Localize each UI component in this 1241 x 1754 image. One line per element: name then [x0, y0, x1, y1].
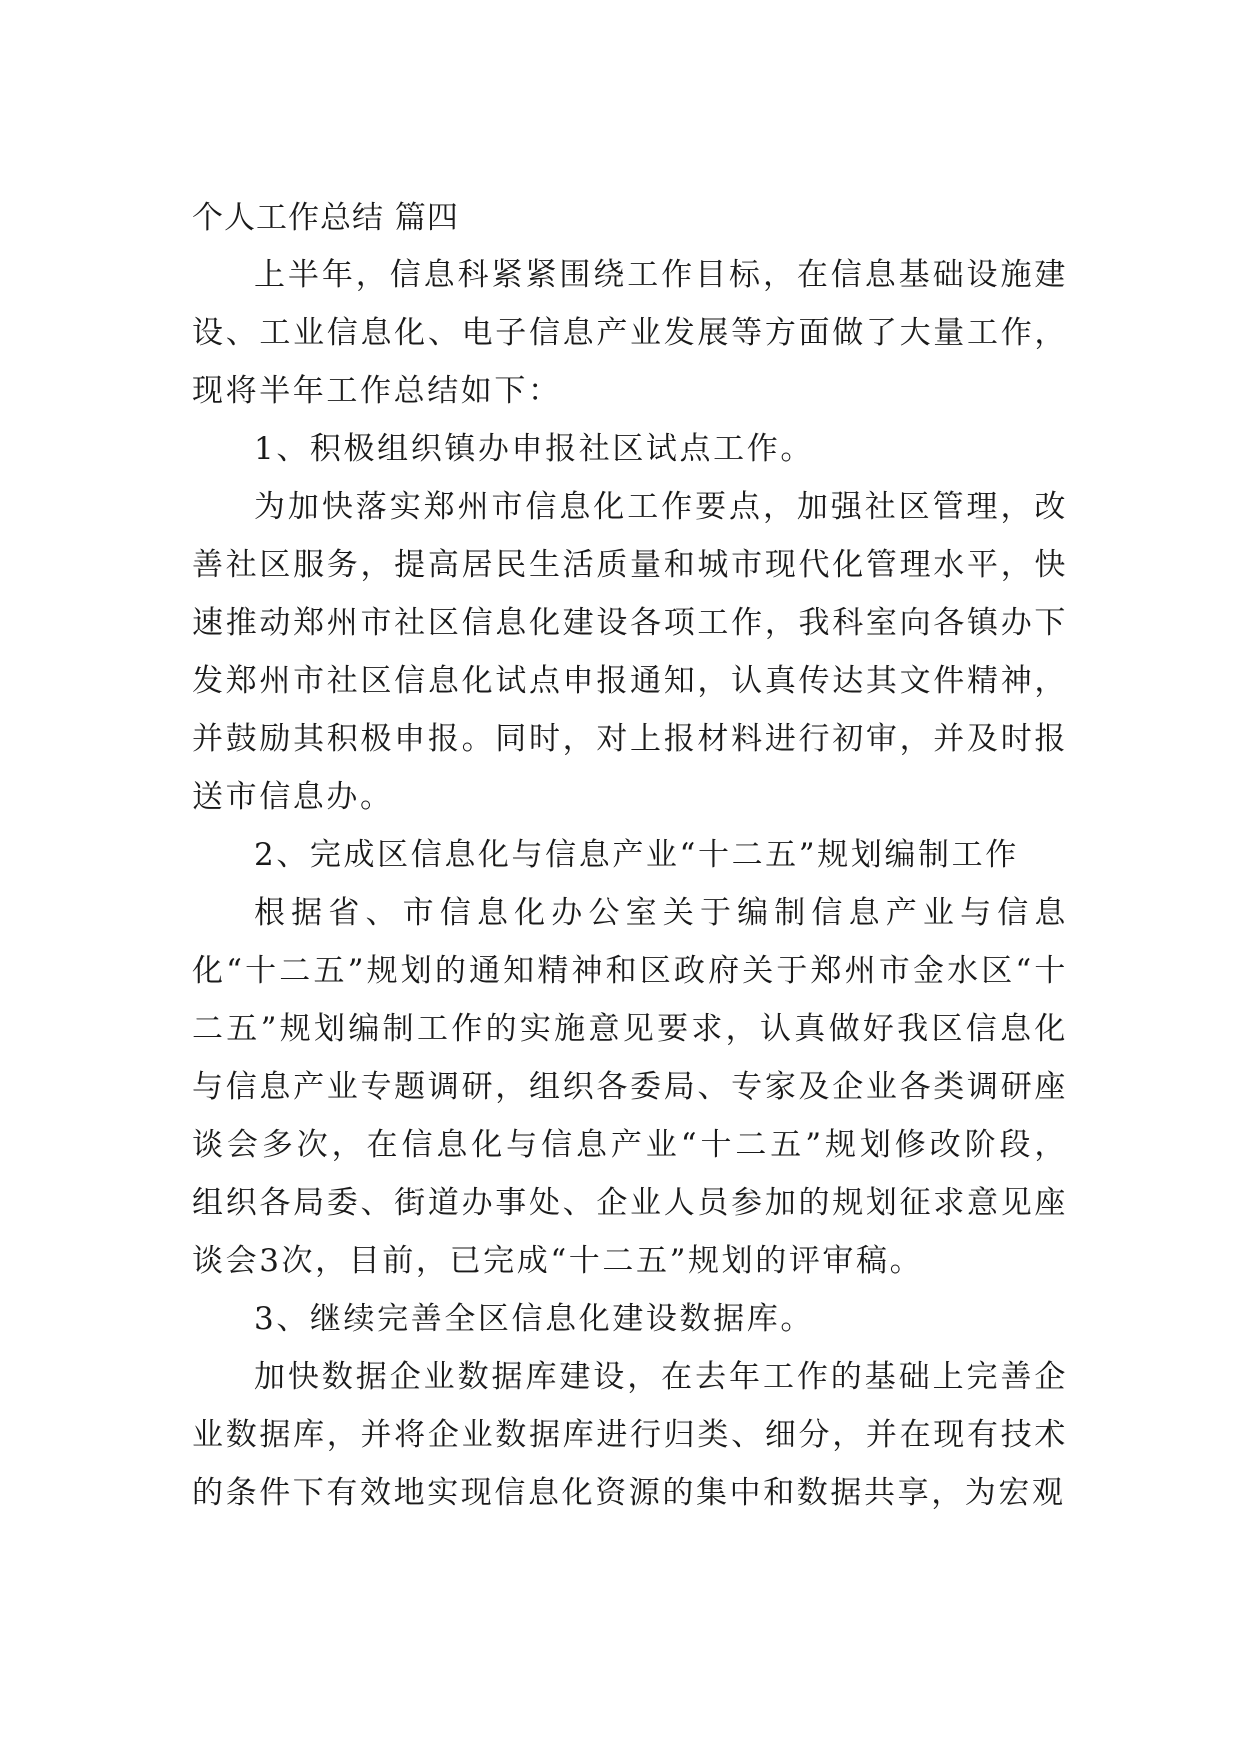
paragraph-intro: 上半年，信息科紧紧围绕工作目标，在信息基础设施建设、工业信息化、电子信息产业发展等方面做了大量工作，现将半年工作总结如下： — [192, 257, 1068, 409]
section-heading-3: 3、继续完善全区信息化建设数据库。 — [254, 1301, 814, 1337]
paragraph-section-2: 根据省、市信息化办公室关于编制信息产业与信息化“十二五”规划的通知精神和区政府关于郑州市金水区“十二五”规划编制工作的实施意见要求，认真做好我区信息化与信息产业专题调研，组织各委局、专家及企业各类调研座谈会多次，在信息化与信息产业“十二五”规划修改阶段，组织各局委、街道办事处、企业人员参加的规划征求意见座谈会3次，目前，已完成“十二五”规划的评审稿。 — [192, 895, 1068, 1279]
section-heading-2: 2、完成区信息化与信息产业“十二五”规划编制工作 — [254, 837, 1019, 873]
document-body — [192, 190, 1068, 1522]
section-heading-1: 1、积极组织镇办申报社区试点工作。 — [254, 431, 814, 467]
paragraph-section-3: 加快数据企业数据库建设，在去年工作的基础上完善企业数据库，并将企业数据库进行归类、细分，并在现有技术的条件下有效地实现信息化资源的集中和数据共享，为宏观 — [192, 1359, 1068, 1511]
document-title: 个人工作总结 篇四 — [192, 200, 459, 236]
paragraph-section-1: 为加快落实郑州市信息化工作要点，加强社区管理，改善社区服务，提高居民生活质量和城市现代化管理水平，快速推动郑州市社区信息化建设各项工作，我科室向各镇办下发郑州市社区信息化试点申报通知，认真传达其文件精神，并鼓励其积极申报。同时，对上报材料进行初审，并及时报送市信息办。 — [192, 489, 1068, 815]
